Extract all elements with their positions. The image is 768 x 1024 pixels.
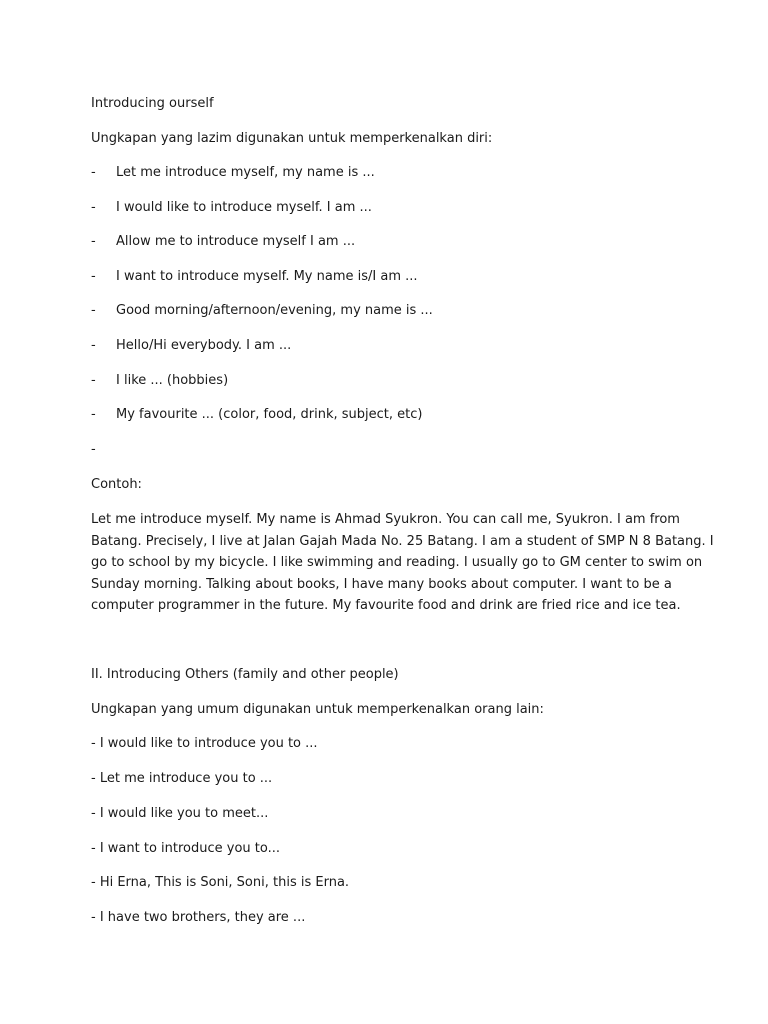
list-item: I like ... (hobbies) — [116, 373, 229, 388]
list-dash: - — [91, 373, 96, 388]
paragraph-line: computer programmer in the future. My favourite food and drink are fried rice and ice tea. — [91, 598, 681, 613]
list-item: - Let me introduce you to ... — [91, 771, 273, 786]
paragraph-line: go to school by my bicycle. I like swimming and reading. I usually go to GM center to swim on — [91, 555, 703, 570]
list-dash: - — [91, 303, 96, 318]
example-paragraph — [91, 509, 714, 617]
list-item: - I would like you to meet... — [91, 806, 269, 821]
list-item: I would like to introduce myself. I am ... — [116, 200, 372, 215]
section-intro: Ungkapan yang umum digunakan untuk memperkenalkan orang lain: — [91, 702, 544, 717]
list-item: - I would like to introduce you to ... — [91, 736, 318, 751]
list-item: - I want to introduce you to... — [91, 841, 281, 856]
list-dash-empty: - — [91, 442, 96, 457]
list-item: Allow me to introduce myself I am ... — [116, 234, 356, 249]
list-item: - I have two brothers, they are ... — [91, 910, 306, 925]
section-title: II. Introducing Others (family and other people) — [91, 667, 399, 682]
list-dash: - — [91, 165, 96, 180]
paragraph-line: Batang. Precisely, I live at Jalan Gajah Mada No. 25 Batang. I am a student of SMP N 8 Batang. I — [91, 533, 714, 549]
list-dash: - — [91, 269, 96, 284]
list-dash: - — [91, 407, 96, 422]
list-item: - Hi Erna, This is Soni, Soni, this is Erna. — [91, 875, 350, 890]
paragraph-line: Let me introduce myself. My name is Ahmad Syukron. You can call me, Syukron. I am from — [91, 512, 680, 527]
list-dash: - — [91, 338, 96, 353]
list-item: My favourite ... (color, food, drink, subject, etc) — [116, 407, 423, 422]
list-item: Good morning/afternoon/evening, my name is ... — [116, 303, 433, 318]
list-item: Let me introduce myself, my name is ... — [116, 165, 375, 180]
list-dash: - — [91, 200, 96, 215]
section-title: Introducing ourself — [91, 96, 214, 111]
section-intro: Ungkapan yang lazim digunakan untuk memperkenalkan diri: — [91, 131, 493, 146]
example-label: Contoh: — [91, 477, 142, 492]
list-item: I want to introduce myself. My name is/I am ... — [116, 269, 418, 284]
list-item: Hello/Hi everybody. I am ... — [116, 338, 292, 353]
list-dash: - — [91, 234, 96, 249]
paragraph-line: Sunday morning. Talking about books, I have many books about computer. I want to be a — [91, 576, 672, 592]
